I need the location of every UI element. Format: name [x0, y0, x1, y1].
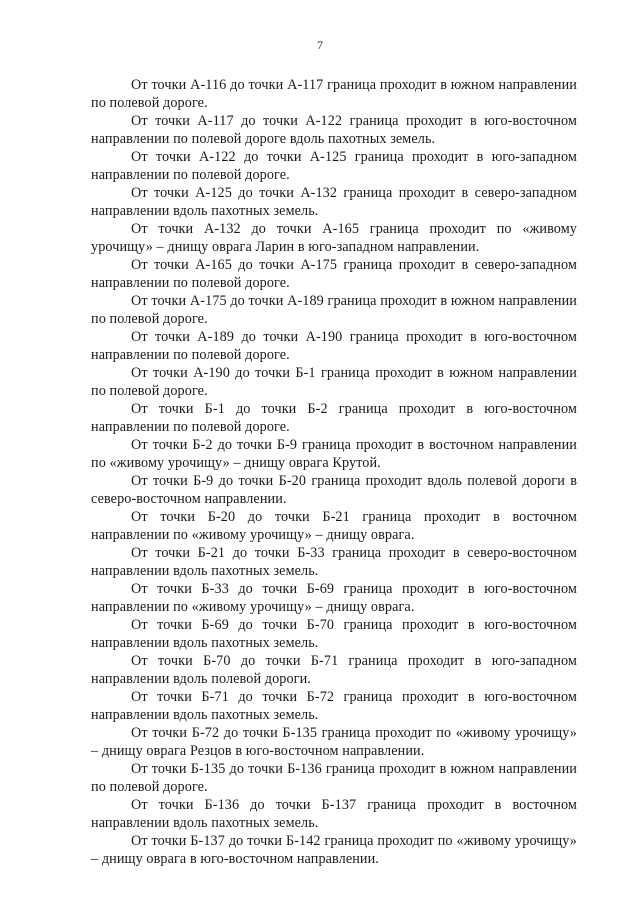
paragraph: От точки Б-136 до точки Б-137 граница проходит в восточном направлении вдоль пахотных земель.	[91, 797, 577, 831]
paragraph: От точки Б-20 до точки Б-21 граница проходит в восточном направлении по «живому урочищу» – днищу оврага.	[91, 509, 577, 543]
paragraph: От точки Б-1 до точки Б-2 граница проходит в юго-восточном направлении по полевой дороге.	[91, 401, 577, 435]
paragraph: От точки Б-33 до точки Б-69 граница проходит в юго-восточном направлении по «живому урочищу» – днищу оврага.	[91, 581, 577, 615]
paragraph: От точки Б-2 до точки Б-9 граница проходит в восточном направлении по «живому урочищу» – днищу оврага Крутой.	[91, 437, 577, 471]
paragraph: От точки А-122 до точки А-125 граница проходит в юго-западном направлении по полевой дороге.	[91, 149, 577, 183]
paragraph: От точки Б-72 до точки Б-135 граница проходит по «живому урочищу» – днищу оврага Резцов в юго-восточном направлении.	[91, 725, 577, 759]
paragraph: От точки А-190 до точки Б-1 граница проходит в южном направлении по полевой дороге.	[91, 365, 577, 399]
paragraph: От точки А-125 до точки А-132 граница проходит в северо-западном направлении вдоль пахотных земель.	[91, 185, 577, 219]
paragraph: От точки А-132 до точки А-165 граница проходит по «живому урочищу» – днищу оврага Ларин в юго-западном направлении.	[91, 221, 577, 255]
paragraph: От точки Б-135 до точки Б-136 граница проходит в южном направлении по полевой дороге.	[91, 761, 577, 795]
paragraph: От точки А-117 до точки А-122 граница проходит в юго-восточном направлении по полевой дороге вдоль пахотных земель.	[91, 113, 577, 147]
paragraph: От точки А-175 до точки А-189 граница проходит в южном направлении по полевой дороге.	[91, 293, 577, 327]
paragraph: От точки Б-9 до точки Б-20 граница проходит вдоль полевой дороги в северо-восточном направлении.	[91, 473, 577, 507]
paragraph: От точки А-165 до точки А-175 граница проходит в северо-западном направлении по полевой дороге.	[91, 257, 577, 291]
paragraph: От точки Б-137 до точки Б-142 граница проходит по «живому урочищу» – днищу оврага в юго-восточном направлении.	[91, 833, 577, 867]
paragraph: От точки Б-70 до точки Б-71 граница проходит в юго-западном направлении вдоль полевой дороги.	[91, 653, 577, 687]
page-number: 7	[317, 38, 323, 52]
document-body	[91, 77, 577, 869]
paragraph: От точки А-116 до точки А-117 граница проходит в южном направлении по полевой дороге.	[91, 77, 577, 111]
paragraph: От точки А-189 до точки А-190 граница проходит в юго-восточном направлении по полевой дороге.	[91, 329, 577, 363]
paragraph: От точки Б-69 до точки Б-70 граница проходит в юго-восточном направлении вдоль пахотных земель.	[91, 617, 577, 651]
paragraph: От точки Б-71 до точки Б-72 граница проходит в юго-восточном направлении вдоль пахотных земель.	[91, 689, 577, 723]
paragraph: От точки Б-21 до точки Б-33 граница проходит в северо-восточном направлении вдоль пахотных земель.	[91, 545, 577, 579]
